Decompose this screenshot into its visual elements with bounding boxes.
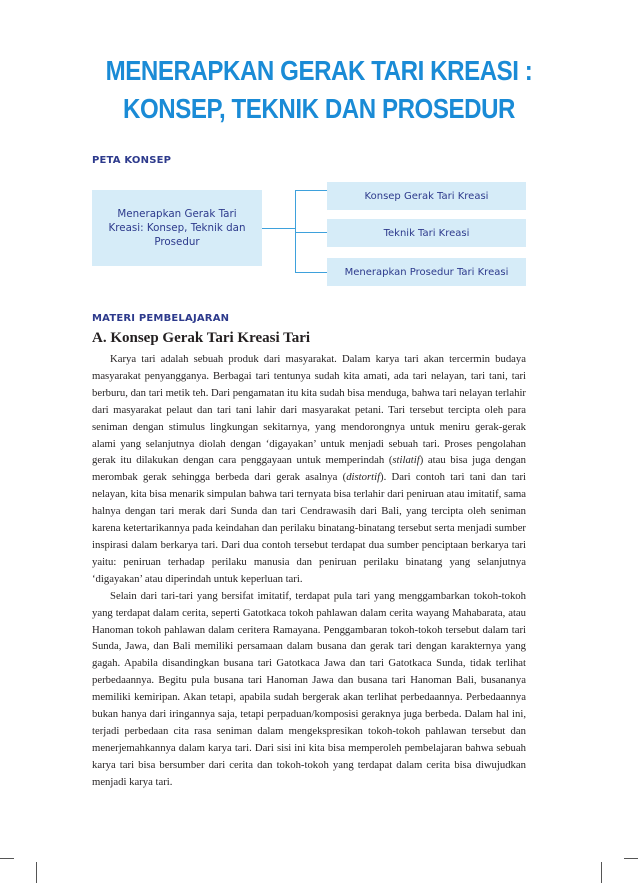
paragraph: [92, 588, 526, 791]
crop-mark: [624, 858, 638, 859]
crop-mark: [0, 858, 14, 859]
materi-label: MATERI PEMBELAJARAN: [92, 313, 230, 324]
italic-term: distortif: [346, 471, 381, 484]
concept-item-label: Teknik Tari Kreasi: [383, 227, 470, 239]
connector-line: [262, 228, 295, 229]
concept-item-box: [327, 182, 526, 210]
concept-item-label: Menerapkan Prosedur Tari Kreasi: [344, 266, 509, 278]
crop-mark: [601, 862, 602, 883]
text-run: ) atau bisa juga dengan merombak gerak sehingga berbeda dari gerak asalnya (: [92, 454, 526, 484]
text-run: Selain dari tari-tari yang bersifat imitatif, terdapat pula tari yang menggambarkan tokoh-tokoh yang terdapat dalam cerita, seperti Gatotkaca tokoh pahlawan dalam cerita wayang Mahabarata, atau Hanoman tokoh pahlawan dalam ceritera Ramayana. Penggambaran tokoh-tokoh tersebut dalam tari Sunda, Jawa, dan Bali memiliki persamaan dalam busana dan gerak tari dengan karakternya yang gagah. Apabila disandingkan busana tari Gatotkaca Jawa dan tari Gatotkaca Sunda, tidak terlihat perbedaannya. Begitu pula busana tari Hanoman Jawa dan busana tari Hanoman Bali, busananya memiliki kemiripan. Akan tetapi, apabila sudah bergerak akan terlihat perbedaannya. Perbedaannya bukan hanya dari iringannya saja, tetapi perpaduan/komposisi geraknya juga berbeda. Dalam hal ini, terjadi perbedaan cita rasa seniman dalam mengekspresikan tokoh-tokoh pahlawan tersebut dan menerjemahkannya dalam karya tari. Dari sisi ini kita bisa memperoleh pembelajaran bahwa sebuah karya tari bisa bersumber dari cerita dan tokoh-tokoh yang terdapat dalam cerita bisa diwujudkan menjadi karya tari.: [92, 589, 526, 788]
text-run: ). Dari contoh tari tani dan tari nelayan, kita bisa menarik simpulan bahwa tari ternyata bisa terlahir dari peniruan atau imitatif, sama halnya dengan tari merak dari Sunda dan tari Cendrawasih dari Bali, yang tercipta oleh seniman karena ketertarikannya pada keindahan dan perilaku binatang-binatang tersebut serta menjadi sumber inspirasi dalam berkarya tari. Dari dua contoh tersebut terdapat dua sumber penciptaan berkarya tari yaitu: peniruan terhadap perilaku manusia dan peniruan perilaku binatang yang selanjutnya ‘digayakan’ atau diperindah untuk keperluan tari.: [92, 471, 526, 585]
page-title-line-1: MENERAPKAN GERAK TARI KREASI :: [105, 55, 533, 86]
page-title: [79, 52, 559, 128]
connector-line: [295, 190, 296, 272]
connector-line: [295, 272, 327, 273]
concept-item-label: Konsep Gerak Tari Kreasi: [364, 190, 489, 202]
section-heading: A. Konsep Gerak Tari Kreasi Tari: [92, 330, 311, 346]
page-title-line-2: KONSEP, TEKNIK DAN PROSEDUR: [122, 93, 515, 124]
crop-mark: [36, 862, 37, 883]
italic-term: stilatif: [392, 454, 420, 467]
connector-line: [295, 232, 327, 233]
body-text: [92, 351, 526, 791]
concept-main-label: Menerapkan Gerak Tari Kreasi: Konsep, Teknik dan Prosedur: [108, 208, 246, 248]
text-run: Karya tari adalah sebuah produk dari masyarakat. Dalam karya tari akan tercermin budaya masyarakat penyangganya. Berbagai tari tentunya sudah kita amati, ada tari nelayan, tari tani, tari berburu, dan tari metik teh. Dari pengamatan itu kita sudah bisa menduga, bahwa tari nelayan terlahir dari masyarakat pelaut dan tari tani lahir dari masyarakat petani. Tari tersebut tercipta oleh para seniman dengan stimulus lingkungan sekitarnya, yang mendorongnya untuk meniru gerak-gerak alami yang selanjutnya diolah dengan ‘digayakan’ untuk menjadi sebuah tari. Proses pengolahan gerak itu dilakukan dengan cara penggayaan untuk memperindah (: [92, 353, 526, 467]
concept-main-box: [92, 190, 262, 266]
paragraph: [92, 351, 526, 588]
connector-line: [295, 190, 327, 191]
concept-item-box: [327, 219, 526, 247]
concept-item-box: [327, 258, 526, 286]
peta-konsep-label: PETA KONSEP: [92, 155, 172, 166]
